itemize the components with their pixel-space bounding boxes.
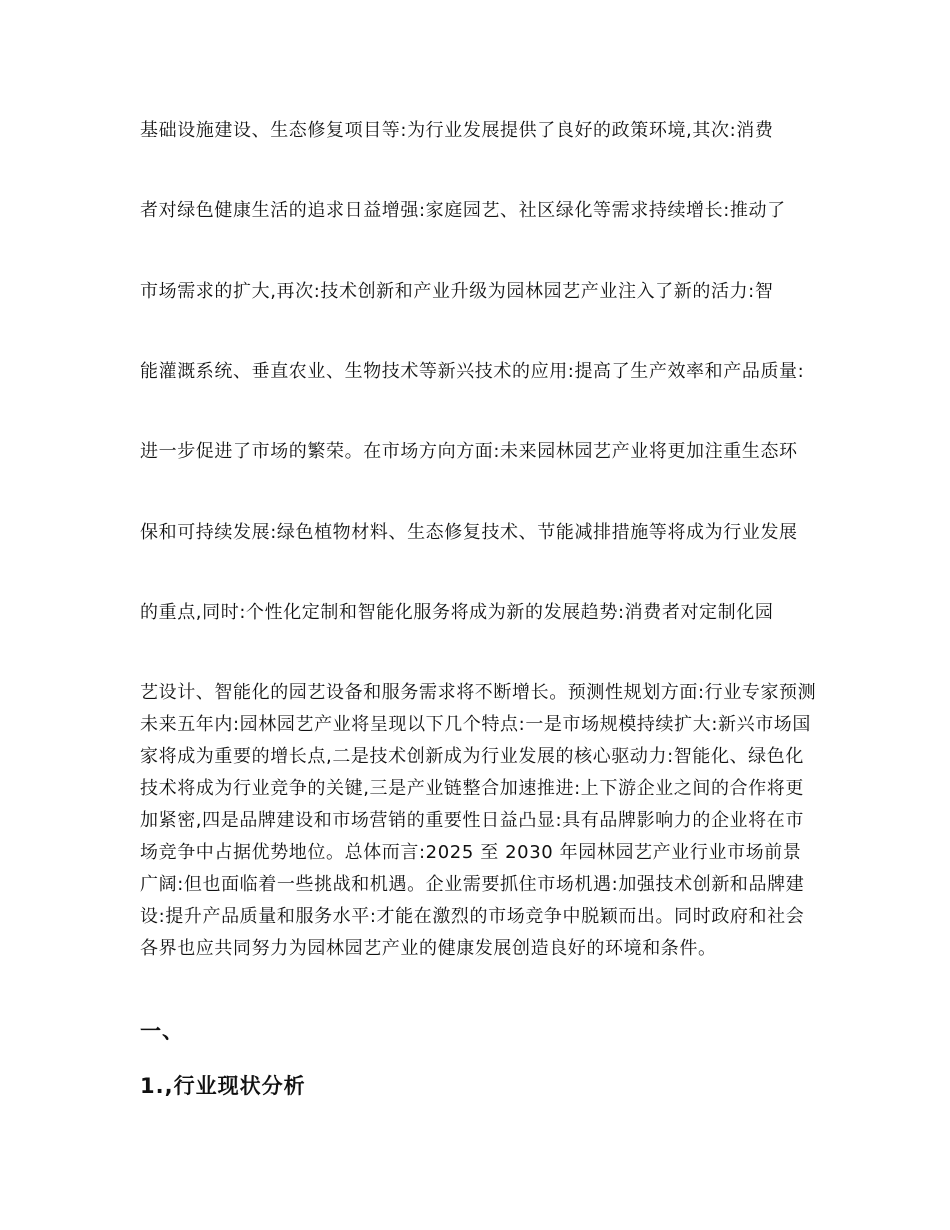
- paragraph-1: 基础设施建设、生态修复项目等:为行业发展提供了良好的政策环境,其次:消费: [140, 120, 774, 141]
- subsection-heading: 1.,行业现状分析: [140, 1074, 306, 1098]
- paragraph-3: 市场需求的扩大,再次:技术创新和产业升级为园林园艺产业注入了新的活力:智: [140, 281, 774, 302]
- paragraph-6: 保和可持续发展:绿色植物材料、生态修复技术、节能减排措施等将成为行业发展: [140, 522, 798, 543]
- paragraph-7: 的重点,同时:个性化定制和智能化服务将成为新的发展趋势:消费者对定制化园: [140, 602, 774, 623]
- section-heading: 一、: [140, 1019, 184, 1043]
- paragraph-8: 艺设计、智能化的园艺设备和服务需求将不断增长。预测性规划方面:行业专家预测未来五年内:园林园艺产业将呈现以下几个特点:一是市场规模持续扩大:新兴市场国家将成为重要的增长点,二是技术创新成为行业发展的核心驱动力:智能化、绿色化技术将成为行业竞争的关键,三是产业链整合加速推进:上下游企业之间的合作将更加紧密,四是品牌建设和市场营销的重要性日益凸显:具有品牌影响力的企业将在市场竞争中占据优势地位。总体而言:2025 至 2030 年园林园艺产业行业市场前景广阔:但也面临着一些挑战和机遇。企业需要抓住市场机遇:加强技术创新和品牌建设:提升产品质量和服务水平:才能在激烈的市场竞争中脱颖而出。同时政府和社会各界也应共同努力为园林园艺产业的健康发展创造良好的环境和条件。: [140, 682, 817, 959]
- paragraph-5: 进一步促进了市场的繁荣。在市场方向方面:未来园林园艺产业将更加注重生态环: [140, 441, 798, 462]
- paragraph-4: 能灌溉系统、垂直农业、生物技术等新兴技术的应用:提高了生产效率和产品质量:: [140, 361, 805, 382]
- paragraph-2: 者对绿色健康生活的追求日益增强:家庭园艺、社区绿化等需求持续增长:推动了: [140, 200, 786, 221]
